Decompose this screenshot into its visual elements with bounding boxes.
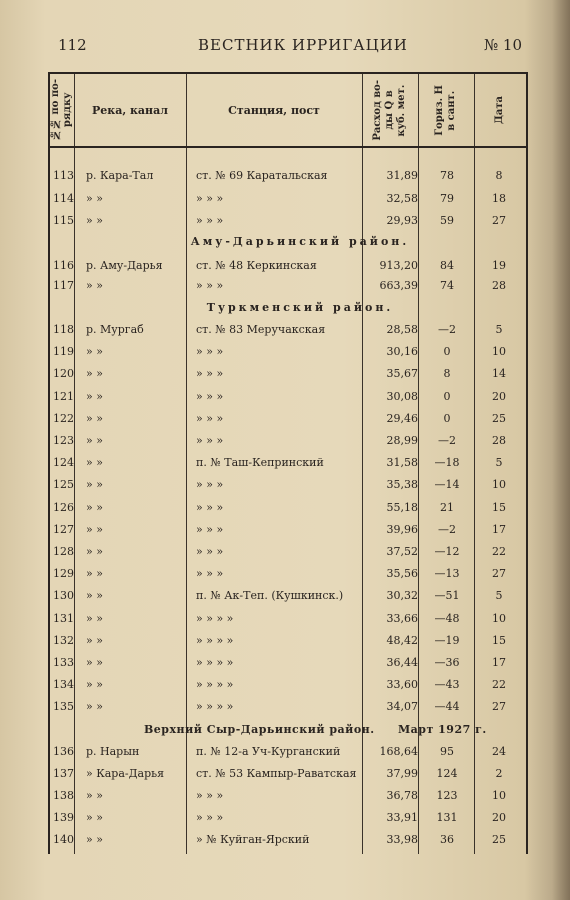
flow-cell: 31,89	[386, 169, 418, 182]
flow-cell: 168,64	[379, 745, 418, 758]
station-cell: » » » »	[196, 678, 234, 692]
river-cell: » »	[86, 789, 103, 802]
station-cell: » » »	[196, 522, 224, 536]
level-cell: 95	[440, 745, 454, 758]
section-turkmen	[74, 298, 526, 320]
table-row	[50, 653, 526, 675]
row-number: 138	[53, 789, 74, 802]
date-cell: 27	[492, 214, 506, 227]
flow-cell: 30,16	[386, 345, 418, 359]
table-row	[50, 475, 526, 497]
river-cell: » »	[86, 279, 103, 292]
col-header-num-label: №№ по по- рядку	[50, 79, 73, 141]
river-cell: » »	[86, 389, 103, 403]
row-number: 119	[53, 345, 74, 359]
row-number: 113	[53, 169, 74, 182]
level-cell: —2	[438, 522, 456, 536]
data-table	[48, 72, 528, 854]
station-cell: » » »	[196, 789, 224, 802]
station-cell: » № Куйган-Ярский	[196, 833, 310, 846]
table-row	[50, 166, 526, 188]
date-cell: 8	[495, 169, 503, 182]
row-number: 129	[53, 567, 74, 581]
header-separator	[50, 146, 526, 148]
level-cell: —13	[434, 567, 460, 581]
row-number: 140	[53, 833, 74, 846]
flow-cell: 29,46	[386, 411, 418, 425]
col-header-num	[50, 74, 74, 146]
table-row	[50, 342, 526, 364]
station-cell: п. № 12-а Уч-Курганский	[196, 745, 341, 758]
level-cell: 84	[440, 259, 454, 272]
row-number: 137	[53, 767, 74, 780]
station-cell: » » »	[196, 545, 224, 558]
table-row	[50, 431, 526, 453]
level-cell: —12	[434, 545, 460, 558]
date-cell: 22	[492, 545, 506, 558]
col-header-level	[418, 74, 474, 146]
table-row	[50, 542, 526, 564]
river-cell: » »	[86, 522, 103, 536]
date-cell: 20	[492, 811, 506, 824]
date-cell: 25	[492, 833, 506, 846]
table-row	[50, 211, 526, 233]
table-row	[50, 189, 526, 211]
river-cell: » »	[86, 611, 103, 625]
flow-cell: 37,99	[386, 767, 418, 780]
col-header-date-label: Дата	[494, 95, 505, 125]
row-number: 128	[53, 545, 74, 558]
col-header-level-label: Гориз. H в сант.	[434, 84, 457, 136]
flow-cell: 55,18	[386, 500, 418, 514]
flow-cell: 36,78	[386, 789, 418, 802]
date-cell: 24	[492, 745, 506, 758]
river-cell: » »	[86, 411, 103, 425]
station-cell: » » »	[196, 478, 224, 492]
station-cell: » » »	[196, 567, 224, 581]
level-cell: 59	[440, 214, 454, 227]
section-turkmen-label: Туркменский район.	[206, 301, 394, 314]
station-cell: » » » »	[196, 633, 234, 647]
level-cell: —43	[434, 678, 460, 692]
date-cell: 22	[492, 678, 506, 692]
river-cell: » »	[86, 811, 103, 824]
section-date-label: Март 1927 г.	[398, 723, 487, 736]
row-number: 131	[53, 611, 74, 625]
station-cell: » » »	[196, 434, 224, 447]
level-cell: —18	[434, 456, 460, 470]
table-row	[50, 498, 526, 520]
level-cell: —2	[438, 434, 456, 447]
row-number: 121	[53, 389, 74, 403]
table-row	[50, 276, 526, 298]
level-cell: —36	[434, 656, 460, 669]
date-cell: 10	[492, 611, 506, 625]
level-cell: 8	[443, 367, 451, 381]
station-cell: ст. № 48 Керкинская	[196, 259, 317, 272]
level-cell: 124	[436, 767, 458, 780]
river-cell: » »	[86, 567, 103, 581]
flow-cell: 35,56	[386, 567, 418, 581]
row-number: 135	[53, 700, 74, 714]
level-cell: 0	[443, 345, 451, 359]
station-cell: » » »	[196, 500, 224, 514]
journal-title: ВЕСТНИК ИРРИГАЦИИ	[198, 36, 408, 54]
flow-cell: 36,44	[386, 656, 418, 669]
river-cell: » Кара-Дарья	[86, 767, 165, 780]
level-cell: 123	[436, 789, 458, 802]
table-row	[50, 564, 526, 586]
date-cell: 14	[492, 367, 506, 381]
station-cell: п. № Ак-Теп. (Кушкинск.)	[196, 589, 344, 603]
river-cell: р. Кара-Тал	[86, 169, 154, 182]
flow-cell: 34,07	[386, 700, 418, 714]
level-cell: 0	[443, 411, 451, 425]
table-row	[50, 364, 526, 386]
level-cell: 79	[440, 191, 454, 205]
row-number: 123	[53, 434, 74, 447]
level-cell: 131	[436, 811, 458, 824]
station-cell: ст. № 69 Каратальская	[196, 169, 328, 182]
section-amu-darya-label: Аму-Дарьинский район.	[190, 235, 410, 248]
flow-cell: 32,58	[386, 191, 418, 205]
col-header-river-label: Река, канал	[91, 103, 168, 117]
level-cell: 74	[440, 279, 454, 292]
table-row	[50, 609, 526, 631]
date-cell: 27	[492, 567, 506, 581]
flow-cell: 35,38	[386, 478, 418, 492]
flow-cell: 913,20	[379, 259, 418, 272]
table-row	[50, 409, 526, 431]
flow-cell: 31,58	[386, 456, 418, 470]
flow-cell: 33,60	[386, 678, 418, 692]
river-cell: » »	[86, 545, 103, 558]
level-cell: —2	[438, 323, 456, 336]
level-cell: —19	[434, 633, 460, 647]
page-edge-shadow	[552, 0, 570, 900]
date-cell: 28	[492, 434, 506, 447]
row-number: 134	[53, 678, 74, 692]
river-cell: » »	[86, 656, 103, 669]
flow-cell: 35,67	[386, 367, 418, 381]
river-cell: » »	[86, 214, 103, 227]
table-row	[50, 764, 526, 786]
date-cell: 10	[492, 345, 506, 359]
row-number: 117	[53, 279, 74, 292]
date-cell: 25	[492, 411, 506, 425]
station-cell: » » »	[196, 811, 224, 824]
station-cell: » » » »	[196, 656, 234, 669]
station-cell: » » »	[196, 214, 224, 227]
col-header-river	[74, 74, 186, 146]
table-row	[50, 697, 526, 719]
station-cell: » » »	[196, 191, 224, 205]
col-header-flow-label: Расход во- ды Q в куб. мет.	[372, 79, 407, 141]
row-number: 122	[53, 411, 74, 425]
flow-cell: 33,91	[386, 811, 418, 824]
table-row	[50, 742, 526, 764]
level-cell: 78	[440, 169, 454, 182]
table-row	[50, 675, 526, 697]
page-header	[58, 36, 528, 56]
section-upper-syr-darya-label: Верхний Сыр-Дарьинский район.	[144, 723, 375, 736]
level-cell: —14	[434, 478, 460, 492]
row-number: 115	[53, 214, 74, 227]
station-cell: » » »	[196, 345, 224, 359]
flow-cell: 30,08	[386, 389, 418, 403]
row-number: 130	[53, 589, 74, 603]
date-cell: 5	[495, 589, 503, 603]
river-cell: » »	[86, 589, 103, 603]
section-amu-darya	[74, 232, 526, 254]
date-cell: 2	[495, 767, 503, 780]
row-number: 124	[53, 456, 74, 470]
level-cell: —48	[434, 611, 460, 625]
date-cell: 5	[495, 456, 503, 470]
issue-number: № 10	[483, 36, 522, 54]
row-number: 126	[53, 500, 74, 514]
date-cell: 15	[492, 500, 506, 514]
flow-cell: 33,66	[386, 611, 418, 625]
level-cell: 36	[440, 833, 454, 846]
date-cell: 17	[492, 522, 506, 536]
river-cell: » »	[86, 434, 103, 447]
river-cell: » »	[86, 456, 103, 470]
date-cell: 17	[492, 656, 506, 669]
col-header-date	[474, 74, 526, 146]
row-number: 127	[53, 522, 74, 536]
station-cell: » » » »	[196, 700, 234, 714]
flow-cell: 30,32	[386, 589, 418, 603]
table-row	[50, 586, 526, 608]
date-cell: 27	[492, 700, 506, 714]
level-cell: —51	[434, 589, 460, 603]
level-cell: 21	[440, 500, 454, 514]
table-row	[50, 520, 526, 542]
river-cell: » »	[86, 633, 103, 647]
table-row	[50, 256, 526, 278]
flow-cell: 29,93	[386, 214, 418, 227]
date-cell: 20	[492, 389, 506, 403]
table-row	[50, 453, 526, 475]
flow-cell: 48,42	[386, 633, 418, 647]
date-cell: 19	[492, 259, 506, 272]
level-cell: 0	[443, 389, 451, 403]
station-cell: ст. № 83 Меручакская	[196, 323, 326, 336]
date-cell: 18	[492, 191, 506, 205]
row-number: 114	[53, 191, 74, 205]
date-cell: 10	[492, 478, 506, 492]
table-row	[50, 830, 526, 852]
date-cell: 5	[495, 323, 503, 336]
station-cell: » » »	[196, 367, 224, 381]
river-cell: » »	[86, 700, 103, 714]
table-row	[50, 786, 526, 808]
table-row	[50, 631, 526, 653]
table-row	[50, 387, 526, 409]
river-cell: » »	[86, 367, 103, 381]
row-number: 118	[53, 323, 74, 336]
river-cell: » »	[86, 191, 103, 205]
row-number: 136	[53, 745, 74, 758]
col-header-station-label: Станция, пост	[228, 103, 320, 117]
river-cell: » »	[86, 500, 103, 514]
date-cell: 28	[492, 279, 506, 292]
row-number: 120	[53, 367, 74, 381]
table-row	[50, 808, 526, 830]
flow-cell: 33,98	[386, 833, 418, 846]
station-cell: ст. № 53 Кампыр-Раватская	[196, 767, 357, 780]
flow-cell: 28,99	[386, 434, 418, 447]
station-cell: » » » »	[196, 611, 234, 625]
river-cell: » »	[86, 833, 103, 846]
flow-cell: 28,58	[386, 323, 418, 336]
flow-cell: 37,52	[386, 545, 418, 558]
col-header-flow	[362, 74, 418, 146]
river-cell: » »	[86, 478, 103, 492]
col-header-station	[186, 74, 362, 146]
river-cell: р. Нарын	[86, 745, 140, 758]
row-number: 139	[53, 811, 74, 824]
station-cell: » » »	[196, 411, 224, 425]
station-cell: » » »	[196, 389, 224, 403]
table-row	[50, 320, 526, 342]
row-number: 133	[53, 656, 74, 669]
page-number: 112	[58, 36, 87, 54]
river-cell: р. Мургаб	[86, 323, 144, 336]
river-cell: р. Аму-Дарья	[86, 259, 163, 272]
row-number: 132	[53, 633, 74, 647]
station-cell: п. № Таш-Кепринский	[196, 456, 324, 470]
row-number: 116	[53, 259, 74, 272]
date-cell: 10	[492, 789, 506, 802]
river-cell: » »	[86, 345, 103, 359]
flow-cell: 663,39	[379, 279, 418, 292]
river-cell: » »	[86, 678, 103, 692]
flow-cell: 39,96	[386, 522, 418, 536]
station-cell: » » »	[196, 279, 224, 292]
level-cell: —44	[434, 700, 460, 714]
section-upper-syr-darya	[74, 720, 526, 742]
row-number: 125	[53, 478, 74, 492]
date-cell: 15	[492, 633, 506, 647]
